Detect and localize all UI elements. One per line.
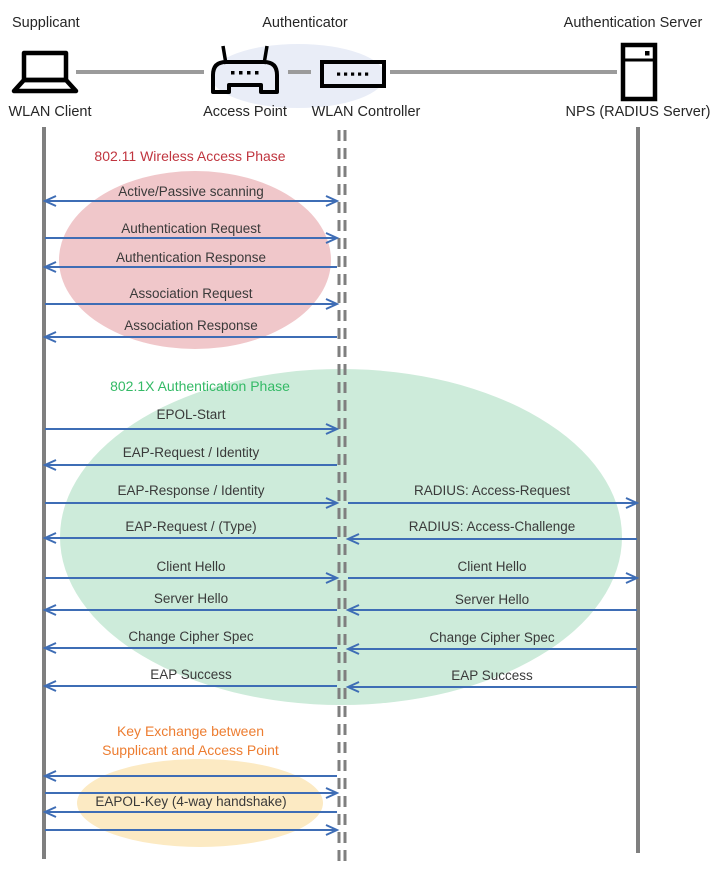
phase-keyexchange-title — [88, 722, 293, 760]
message-label: Server Hello — [454, 592, 530, 607]
message-label: EAP-Response / Identity — [117, 483, 265, 498]
authentication-server-role-label: Authentication Server — [563, 15, 703, 31]
message-label: Authentication Request — [121, 221, 261, 236]
phase-keyexchange-title-line1: Key Exchange between — [116, 723, 265, 739]
message-label: Client Hello — [156, 559, 226, 574]
wlan-client-label: WLAN Client — [8, 104, 92, 120]
message-label: EAPOL-Key (4-way handshake) — [95, 794, 287, 809]
access-point-label: Access Point — [203, 104, 287, 120]
message-label: EAP Success — [150, 667, 232, 682]
message-label: RADIUS: Access-Challenge — [408, 519, 576, 534]
message-label: EAP-Request / (Type) — [125, 519, 257, 534]
phase-8021x-title: 802.1X Authentication Phase — [110, 378, 290, 394]
wlan-controller-label: WLAN Controller — [311, 104, 421, 120]
server-icon — [623, 45, 655, 99]
nps-radius-server-label: NPS (RADIUS Server) — [565, 104, 711, 120]
phase-80211-title: 802.11 Wireless Access Phase — [94, 148, 286, 164]
message-label: EAP-Request / Identity — [122, 445, 260, 460]
message-label: Server Hello — [153, 591, 229, 606]
message-label: Authentication Response — [115, 250, 267, 265]
supplicant-role-label: Supplicant — [12, 15, 80, 31]
authenticator-role-label: Authenticator — [262, 15, 348, 31]
message-label: Change Cipher Spec — [128, 629, 254, 644]
message-label: RADIUS: Access-Request — [413, 483, 571, 498]
message-label: Association Response — [124, 318, 258, 333]
phase-keyexchange-title-line2: Supplicant and Access Point — [102, 742, 279, 758]
message-label: Active/Passive scanning — [118, 184, 264, 199]
message-label: Client Hello — [457, 559, 527, 574]
message-label: EPOL-Start — [156, 407, 226, 422]
message-label: Change Cipher Spec — [429, 630, 555, 645]
laptop-icon — [14, 53, 76, 91]
message-label: Association Request — [129, 286, 253, 301]
message-label: EAP Success — [451, 668, 533, 683]
authenticator-group-ellipse — [211, 44, 385, 108]
